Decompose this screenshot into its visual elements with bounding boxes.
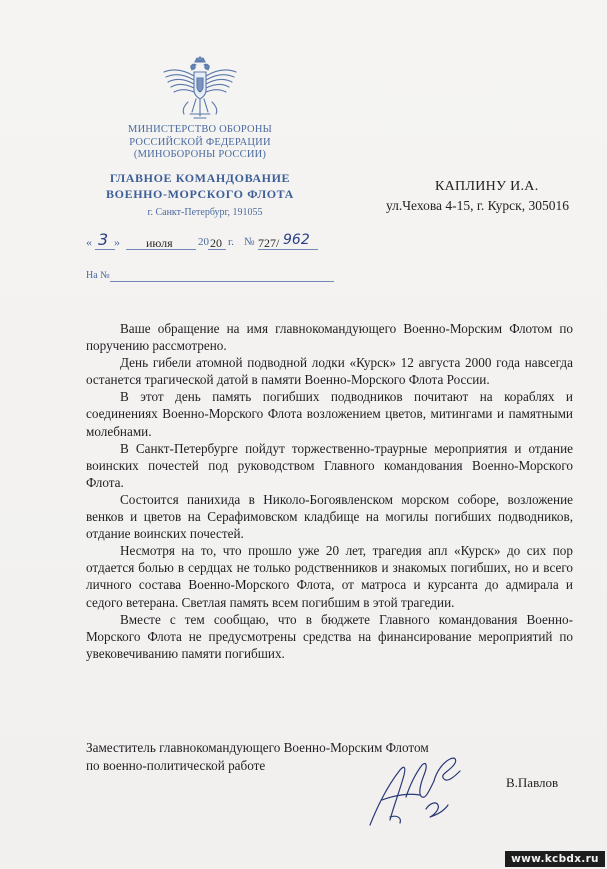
addressee-name: КАПЛИНУ И.А. bbox=[435, 179, 539, 194]
command-line-1: ГЛАВНОЕ КОМАНДОВАНИЕ bbox=[109, 171, 291, 185]
reply-reference bbox=[86, 268, 336, 284]
signatory-name: В.Павлов bbox=[506, 775, 559, 790]
signatory-title-line-1: Заместитель главнокомандующего Военно-Морским Флотом bbox=[86, 740, 429, 755]
document-number-handwritten: 962 bbox=[283, 232, 310, 248]
command-line-2: ВОЕННО-МОРСКОГО ФЛОТА bbox=[106, 187, 294, 201]
body-paragraph-2: День гибели атомной подводной лодки «Курск» 12 августа 2000 года навсегда останется трагической датой в памяти Военно-Морского Флота России. bbox=[86, 355, 573, 388]
site-watermark: www.kcbdx.ru bbox=[505, 851, 605, 867]
ministry-name bbox=[100, 124, 300, 162]
number-sign: № bbox=[244, 236, 255, 248]
ministry-line-3: (МИНОБОРОНЫ РОССИИ) bbox=[133, 149, 267, 160]
body-paragraph-1: Ваше обращение на имя главнокомандующего Военно-Морским Флотом по поручению рассмотрено. bbox=[86, 321, 573, 354]
date-year: 20 bbox=[210, 236, 222, 250]
date-day: 3 bbox=[98, 230, 109, 249]
body-paragraph-7: Вместе с тем сообщаю, что в бюджете Главного командования Военно-Морского Флота не предусмотрены средства на финансирование мероприятий по увековечиванию памяти погибших. bbox=[86, 611, 573, 661]
date-month: июля bbox=[146, 236, 173, 250]
ministry-line-2: РОССИЙСКОЙ ФЕДЕРАЦИИ bbox=[129, 136, 271, 148]
date-year-prefix: 20 bbox=[198, 236, 209, 248]
letter-body bbox=[86, 320, 573, 662]
double-headed-eagle-emblem-icon bbox=[162, 56, 238, 122]
month-underline bbox=[126, 249, 196, 250]
body-paragraph-5: Состоится панихида в Николо-Богоявленском морском соборе, возложение венков и цветов на Серафимовском кладбище на могилы погибших подводников, отдание воинских почестей. bbox=[86, 491, 573, 542]
signatory-title-line-2: по военно-политической работе bbox=[86, 758, 266, 773]
document-number: 727/ bbox=[258, 236, 280, 250]
reply-reference-underline bbox=[110, 281, 334, 282]
body-paragraph-6: Несмотря на то, что прошло уже 20 лет, трагедия апл «Курск» до сих пор отдается болью в сердцах не только родственников и знакомых погибших, но и всего личного состава Военно-Морского Флота, от матроса и курсанта до адмирала и седого ветерана. Светлая память всем погибшим в этой трагедии. bbox=[86, 543, 573, 610]
date-number-line bbox=[86, 232, 326, 252]
reply-reference-label: На № bbox=[86, 270, 110, 281]
command-name bbox=[90, 170, 310, 202]
letterhead-city: г. Санкт-Петербург, 191055 bbox=[147, 207, 263, 218]
year-underline bbox=[208, 249, 226, 250]
body-paragraph-4: В Санкт-Петербурге пойдут торжественно-траурные мероприятия и отдание воинских почестей под руководством Главного командования Военно-Морского Флота. bbox=[86, 440, 573, 490]
day-underline bbox=[95, 249, 115, 250]
addressee-address: ул.Чехова 4-15, г. Курск, 305016 bbox=[386, 198, 569, 213]
date-close-quote: » bbox=[114, 235, 120, 249]
date-open-quote: « bbox=[86, 235, 92, 249]
ministry-line-1: МИНИСТЕРСТВО ОБОРОНЫ bbox=[128, 124, 272, 135]
body-paragraph-3: В этот день память погибших подводников почитают на кораблях и соединениях Военно-Морского Флота возложением цветов, митингами и памятными молебнами. bbox=[86, 389, 573, 439]
number-underline bbox=[258, 249, 318, 250]
date-year-suffix: г. bbox=[228, 236, 235, 248]
handwritten-signature-icon bbox=[360, 745, 480, 830]
